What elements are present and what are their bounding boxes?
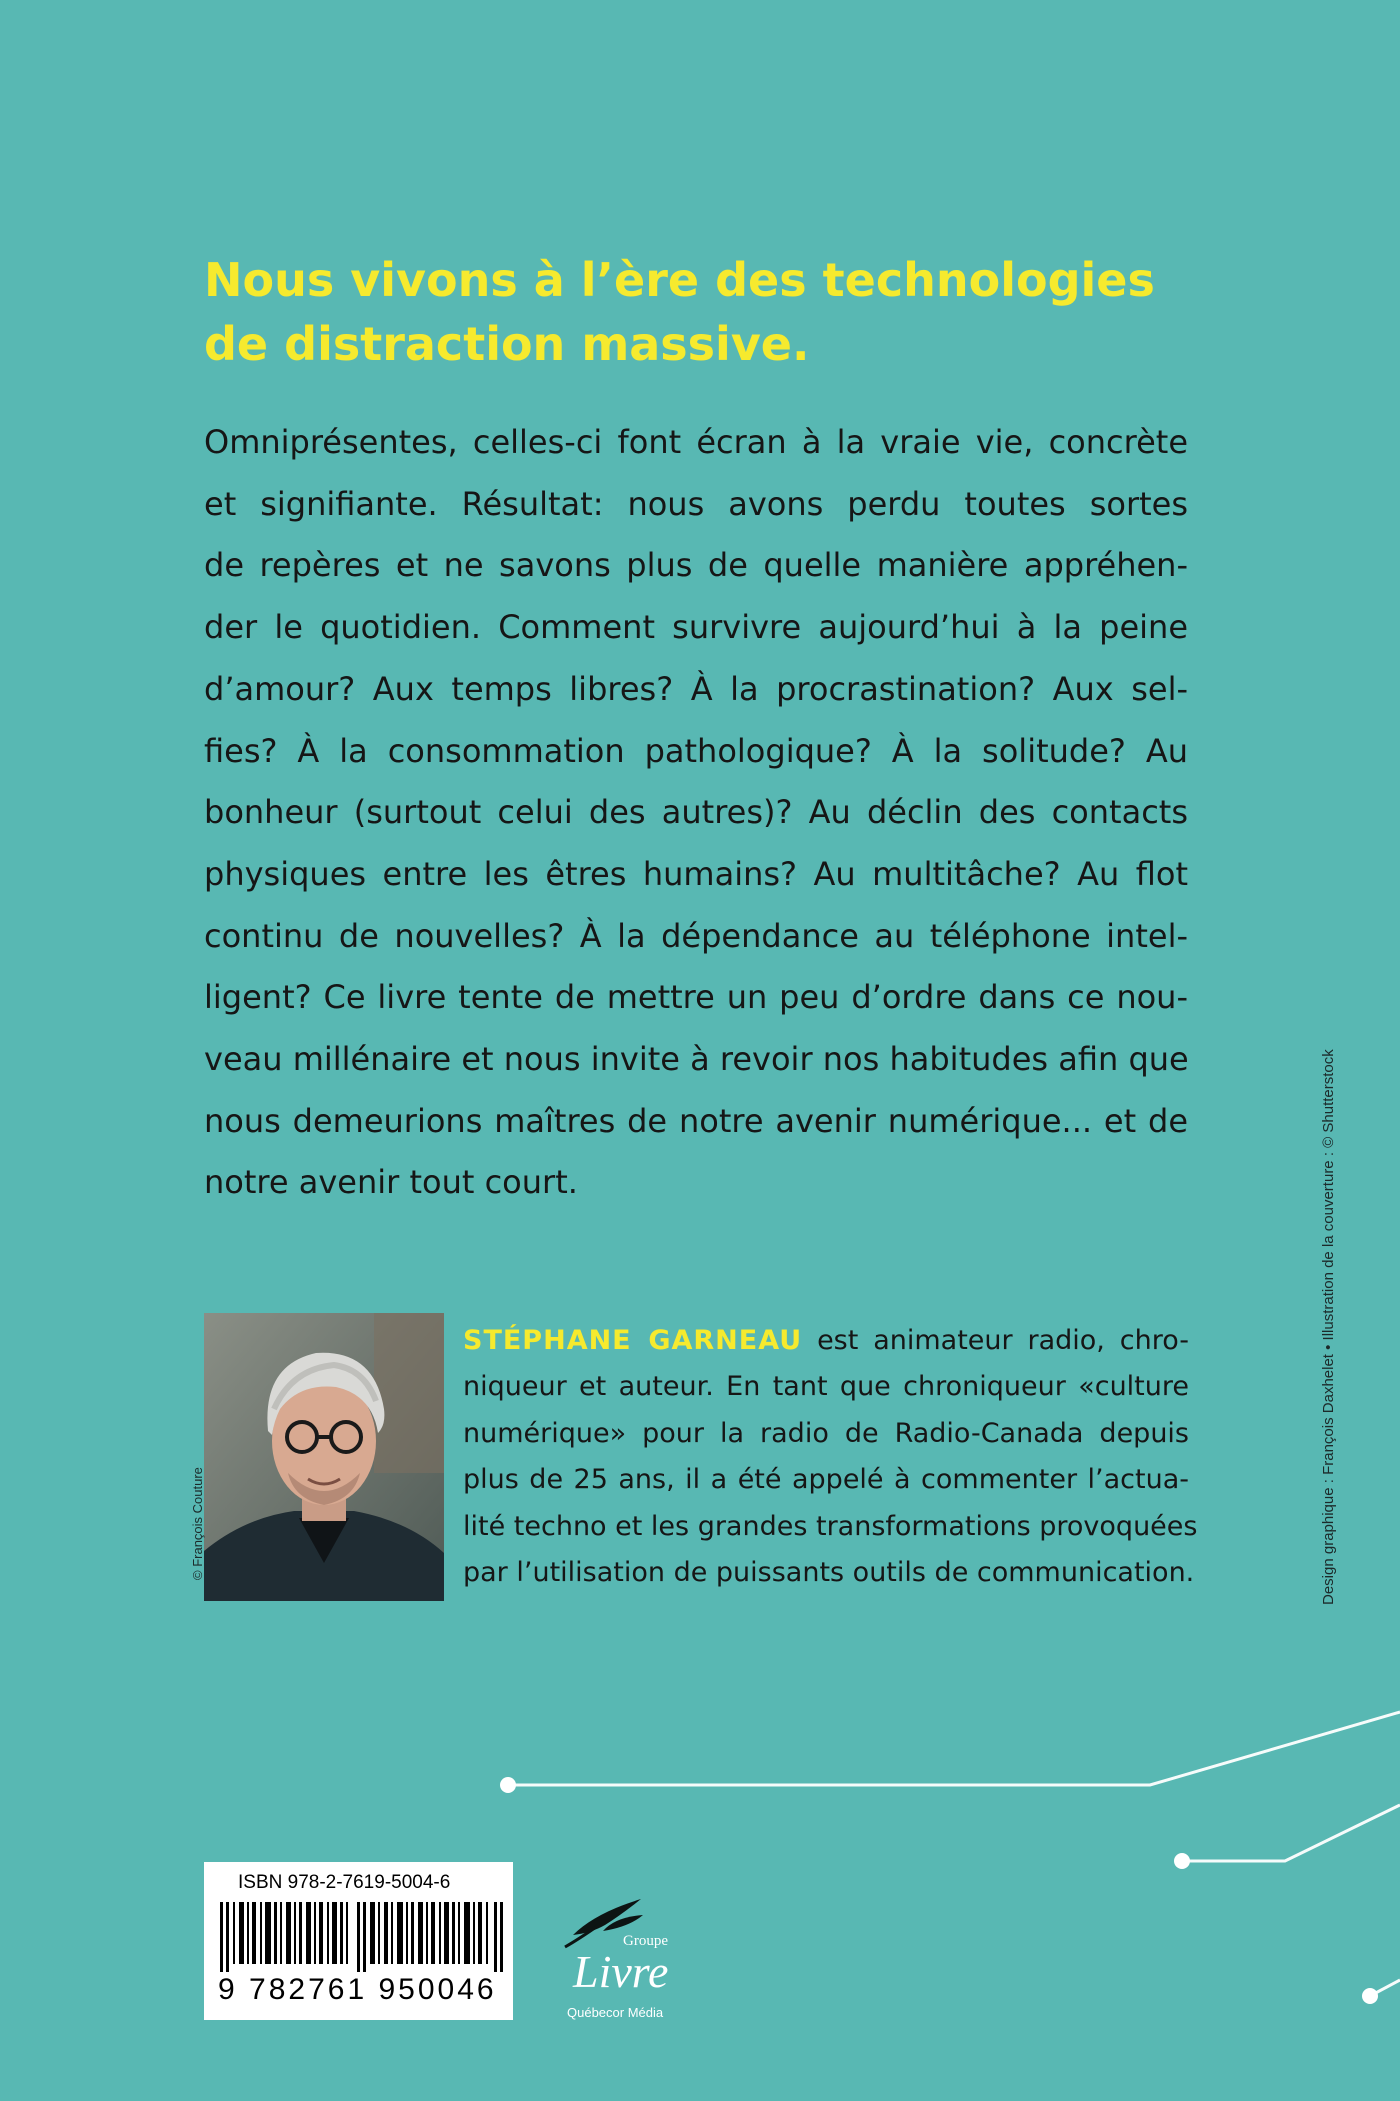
description-line: veau millénaire et nous invite à revoir nos habitudes afin que xyxy=(204,1040,1189,1079)
description-line: fies? À la consommation pathologique? À la solitude? Au xyxy=(204,731,1188,770)
bio-line-1-rest: est animateur radio, chro- xyxy=(802,1325,1189,1356)
circuit-line-middle xyxy=(1182,1805,1400,1861)
headline-line-1: Nous vivons à l’ère des technologies xyxy=(204,253,1155,307)
bio-line: numérique» pour la radio de Radio-Canada depuis xyxy=(463,1417,1189,1449)
description-line: ligent? Ce livre tente de mettre un peu d’ordre dans ce nou- xyxy=(204,978,1188,1017)
circuit-node xyxy=(1174,1853,1190,1869)
bio-line: lité techno et les grandes transformations provoquées xyxy=(463,1510,1198,1542)
author-name: STÉPHANE GARNEAU xyxy=(463,1325,803,1356)
circuit-line-upper xyxy=(508,1712,1400,1785)
publisher-logo xyxy=(545,1895,695,2035)
description-line: d’amour? Aux temps libres? À la procrastination? Aux sel- xyxy=(204,669,1188,708)
description-line: bonheur (surtout celui des autres)? Au déclin des contacts xyxy=(204,793,1188,832)
design-credit: Design graphique : François Daxhelet • Illustration de la couverture : © Shutterstock xyxy=(1320,1049,1337,1605)
barcode-bars xyxy=(218,1902,504,1972)
description-line: nous demeurions maîtres de notre avenir numérique... et de xyxy=(204,1101,1188,1140)
description-line: continu de nouvelles? À la dépendance au téléphone intel- xyxy=(204,916,1188,955)
bio-line: niqueur et auteur. En tant que chroniqueur «culture xyxy=(463,1371,1189,1403)
description-line: Omniprésentes, celles-ci font écran à la vraie vie, concrète xyxy=(204,423,1188,461)
photo-credit: © François Couture xyxy=(190,1467,205,1580)
description-line: de repères et ne savons plus de quelle manière appréhen- xyxy=(204,546,1188,585)
logo-groupe-text: Groupe xyxy=(623,1933,668,1949)
description-line: physiques entre les êtres humains? Au multitâche? Au flot xyxy=(204,854,1188,893)
barcode-digits: 9 782761 950046 xyxy=(218,1973,497,2006)
description-line: notre avenir tout court. xyxy=(204,1163,578,1202)
circuit-node xyxy=(500,1777,516,1793)
circuit-node xyxy=(1362,1988,1378,2004)
logo-livre-text: Livre xyxy=(573,1946,669,1997)
headline-line-2: de distraction massive. xyxy=(204,317,810,371)
bio-line: plus de 25 ans, il a été appelé à commenter l’actua- xyxy=(463,1464,1189,1496)
logo-media-text: Québecor Média xyxy=(567,2005,664,2020)
barcode-label xyxy=(204,1862,513,2020)
bio-line: par l’utilisation de puissants outils de communication. xyxy=(463,1557,1195,1589)
isbn-label: ISBN 978-2-7619-5004-6 xyxy=(238,1872,451,1893)
description-line: et signifiante. Résultat: nous avons perdu toutes sortes xyxy=(204,484,1188,523)
description-line: der le quotidien. Comment survivre aujourd’hui à la peine xyxy=(204,608,1188,647)
